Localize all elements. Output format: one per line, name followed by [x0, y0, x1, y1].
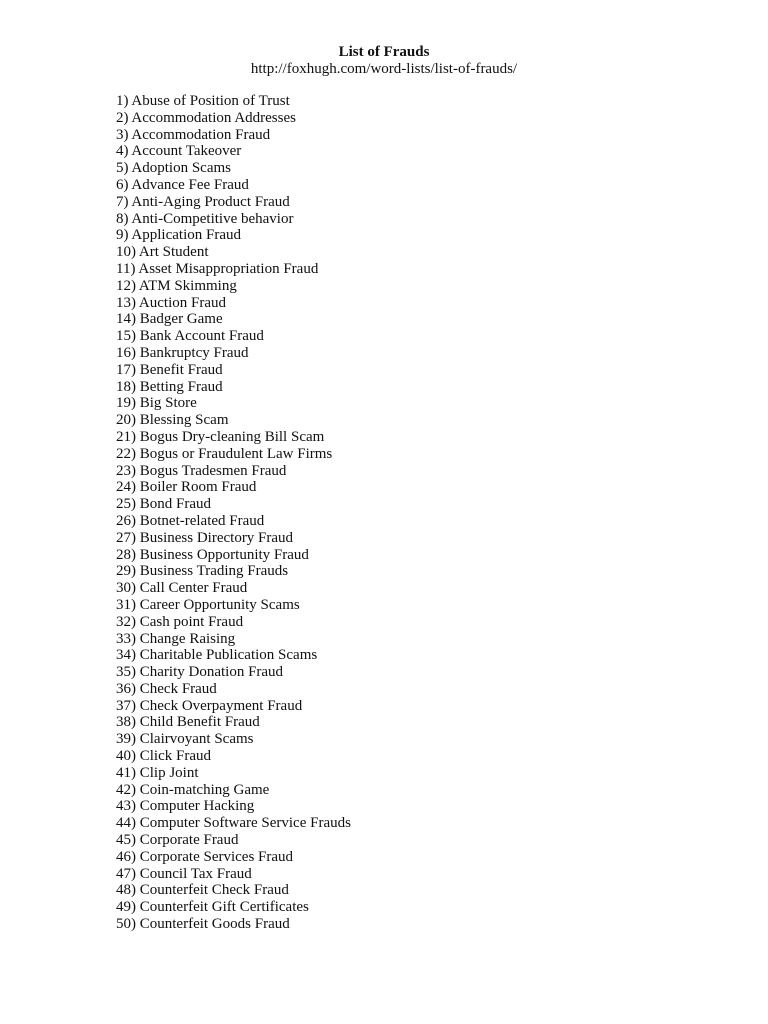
list-item: 9) Application Fraud — [116, 227, 241, 244]
list-item: 14) Badger Game — [116, 311, 223, 328]
list-item: 11) Asset Misappropriation Fraud — [116, 260, 319, 277]
list-item: 3) Accommodation Fraud — [116, 126, 271, 143]
list-item: 34) Charitable Publication Scams — [116, 647, 318, 664]
fraud-list — [116, 93, 351, 933]
page-title: List of Frauds — [338, 44, 430, 60]
list-item: 2) Accommodation Addresses — [116, 109, 296, 126]
list-item: 13) Auction Fraud — [116, 294, 226, 311]
list-item: 28) Business Opportunity Fraud — [116, 546, 309, 563]
list-item: 22) Bogus or Fraudulent Law Firms — [116, 445, 333, 462]
list-item: 6) Advance Fee Fraud — [116, 176, 249, 193]
list-item: 37) Check Overpayment Fraud — [116, 697, 303, 714]
list-item: 26) Botnet-related Fraud — [116, 512, 265, 529]
list-item: 7) Anti-Aging Product Fraud — [116, 193, 290, 210]
list-item: 32) Cash point Fraud — [116, 613, 244, 630]
list-item: 38) Child Benefit Fraud — [116, 714, 260, 731]
list-item: 8) Anti-Competitive behavior — [116, 210, 294, 227]
list-item: 41) Clip Joint — [116, 764, 199, 781]
list-item: 4) Account Takeover — [116, 143, 242, 160]
list-item: 46) Corporate Services Fraud — [116, 848, 294, 865]
list-item: 20) Blessing Scam — [116, 412, 229, 429]
list-item: 42) Coin-matching Game — [116, 781, 270, 798]
list-item: 19) Big Store — [116, 395, 197, 412]
list-item: 23) Bogus Tradesmen Fraud — [116, 462, 287, 479]
list-item: 47) Council Tax Fraud — [116, 865, 252, 882]
list-item: 44) Computer Software Service Frauds — [116, 815, 351, 832]
list-item: 24) Boiler Room Fraud — [116, 479, 257, 496]
list-item: 36) Check Fraud — [116, 680, 217, 697]
list-item: 25) Bond Fraud — [116, 496, 211, 513]
list-item: 10) Art Student — [116, 244, 209, 261]
list-item: 12) ATM Skimming — [116, 277, 237, 294]
list-item: 5) Adoption Scams — [116, 160, 231, 177]
list-item: 40) Click Fraud — [116, 748, 211, 765]
list-item: 30) Call Center Fraud — [116, 580, 248, 597]
list-item: 48) Counterfeit Check Fraud — [116, 882, 289, 899]
list-item: 27) Business Directory Fraud — [116, 529, 294, 546]
list-item: 17) Benefit Fraud — [116, 361, 223, 378]
source-url: http://foxhugh.com/word-lists/list-of-frauds/ — [250, 61, 518, 77]
list-item: 39) Clairvoyant Scams — [116, 731, 254, 748]
list-item: 49) Counterfeit Gift Certificates — [116, 899, 309, 916]
list-item: 1) Abuse of Position of Trust — [116, 93, 290, 109]
list-item: 35) Charity Donation Fraud — [116, 664, 284, 681]
list-item: 33) Change Raising — [116, 630, 236, 647]
list-item: 43) Computer Hacking — [116, 798, 255, 815]
list-item: 50) Counterfeit Goods Fraud — [116, 916, 290, 933]
list-item: 18) Betting Fraud — [116, 378, 223, 395]
list-item: 16) Bankruptcy Fraud — [116, 344, 249, 361]
list-item: 21) Bogus Dry-cleaning Bill Scam — [116, 428, 325, 445]
list-item: 15) Bank Account Fraud — [116, 328, 264, 345]
list-item: 31) Career Opportunity Scams — [116, 596, 300, 613]
list-item: 45) Corporate Fraud — [116, 832, 239, 849]
list-item: 29) Business Trading Frauds — [116, 563, 289, 580]
